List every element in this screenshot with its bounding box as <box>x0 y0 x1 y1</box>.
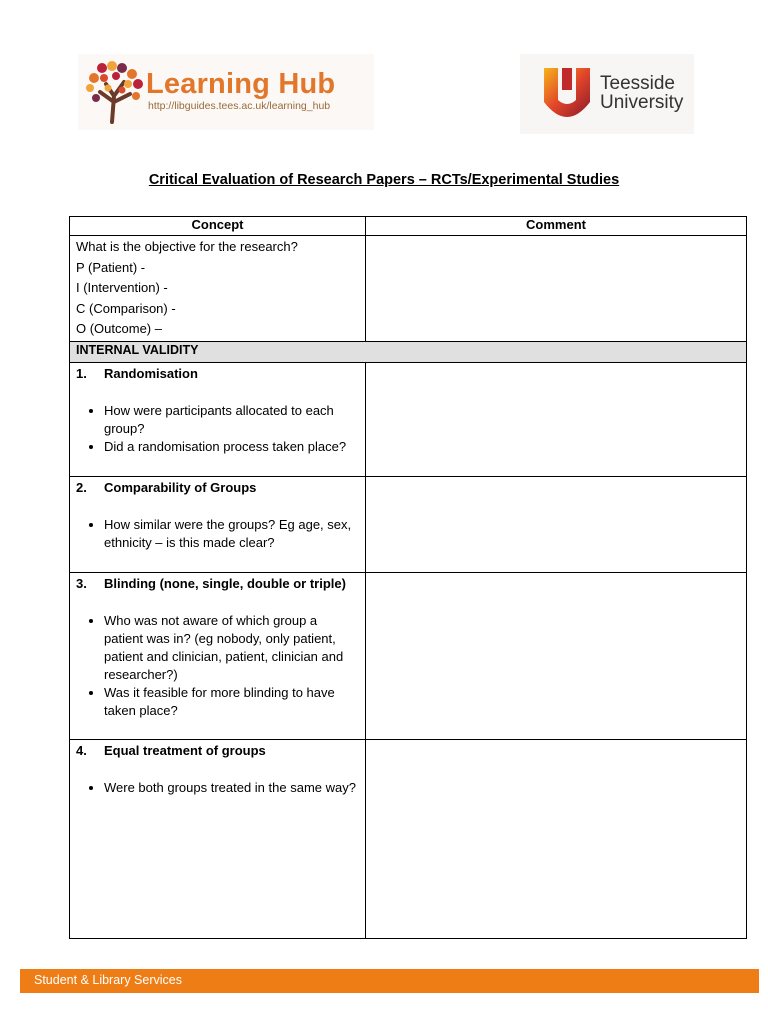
document-title: Critical Evaluation of Research Papers – RCTs/Experimental Studies <box>148 172 620 188</box>
section-internal-validity: INTERNAL VALIDITY <box>70 341 747 362</box>
item-comment-cell[interactable] <box>366 739 747 938</box>
item-heading <box>76 574 359 594</box>
bullet-item: • Was it feasible for more blinding to have taken place? <box>104 684 359 720</box>
objective-row <box>70 236 747 342</box>
item-bullets <box>76 779 359 797</box>
footer-bar <box>20 969 759 993</box>
item-heading <box>76 478 359 498</box>
item-heading <box>76 364 359 384</box>
objective-comment-cell[interactable] <box>366 236 747 342</box>
item-number: 1. <box>76 365 87 381</box>
item-number: 2. <box>76 479 87 495</box>
teesside-university-logo <box>520 54 694 134</box>
item-bullets <box>76 402 359 456</box>
pico-intervention: I (Intervention) - <box>76 280 168 295</box>
learning-hub-logo <box>78 54 374 130</box>
item-heading-text: Blinding (none, single, double or triple) <box>104 575 346 591</box>
item-comment-cell[interactable] <box>366 362 747 476</box>
item-heading-text: Comparability of Groups <box>104 479 257 495</box>
evaluation-table <box>69 216 747 939</box>
header-concept: Concept <box>70 217 366 236</box>
item-number: 3. <box>76 575 87 591</box>
footer-label: Student & Library Services <box>34 973 182 987</box>
bullet-item: • Who was not aware of which group a patient was in? (eg nobody, only patient, patient and clinician, patient, clinician and researcher?) <box>104 612 359 684</box>
item-concept <box>70 476 366 572</box>
table-header-row <box>70 217 747 236</box>
item-row <box>70 362 747 476</box>
item-bullets <box>76 612 359 720</box>
objective-concept <box>70 236 366 342</box>
item-concept <box>70 362 366 476</box>
bullet-item: • Were both groups treated in the same way? <box>104 779 359 797</box>
tree-icon <box>82 58 146 124</box>
section-row <box>70 341 747 362</box>
item-row <box>70 476 747 572</box>
item-concept <box>70 739 366 938</box>
learning-hub-url: http://libguides.tees.ac.uk/learning_hub <box>148 100 331 112</box>
pico-comparison: C (Comparison) - <box>76 300 176 316</box>
header-comment: Comment <box>366 217 747 236</box>
pico-outcome: O (Outcome) – <box>76 321 162 336</box>
university-crest-icon <box>542 66 592 124</box>
item-row <box>70 739 747 938</box>
item-number: 4. <box>76 742 87 758</box>
item-row <box>70 572 747 739</box>
university-name-line2: University <box>600 92 684 113</box>
item-comment-cell[interactable] <box>366 572 747 739</box>
pico-patient: P (Patient) - <box>76 259 146 275</box>
item-heading-text: Equal treatment of groups <box>104 742 266 758</box>
item-heading-text: Randomisation <box>104 365 198 381</box>
bullet-item: • How were participants allocated to each group? <box>104 402 359 438</box>
bullet-item: • Did a randomisation process taken place? <box>104 438 359 456</box>
item-comment-cell[interactable] <box>366 476 747 572</box>
university-name-line1: Teesside <box>600 73 675 94</box>
item-bullets <box>76 516 359 552</box>
item-heading <box>76 741 359 761</box>
university-name <box>600 74 683 112</box>
item-concept <box>70 572 366 739</box>
bullet-item: • How similar were the groups? Eg age, sex, ethnicity – is this made clear? <box>104 516 359 552</box>
objective-question: What is the objective for the research? <box>76 239 298 254</box>
learning-hub-title: Learning Hub <box>146 68 336 100</box>
